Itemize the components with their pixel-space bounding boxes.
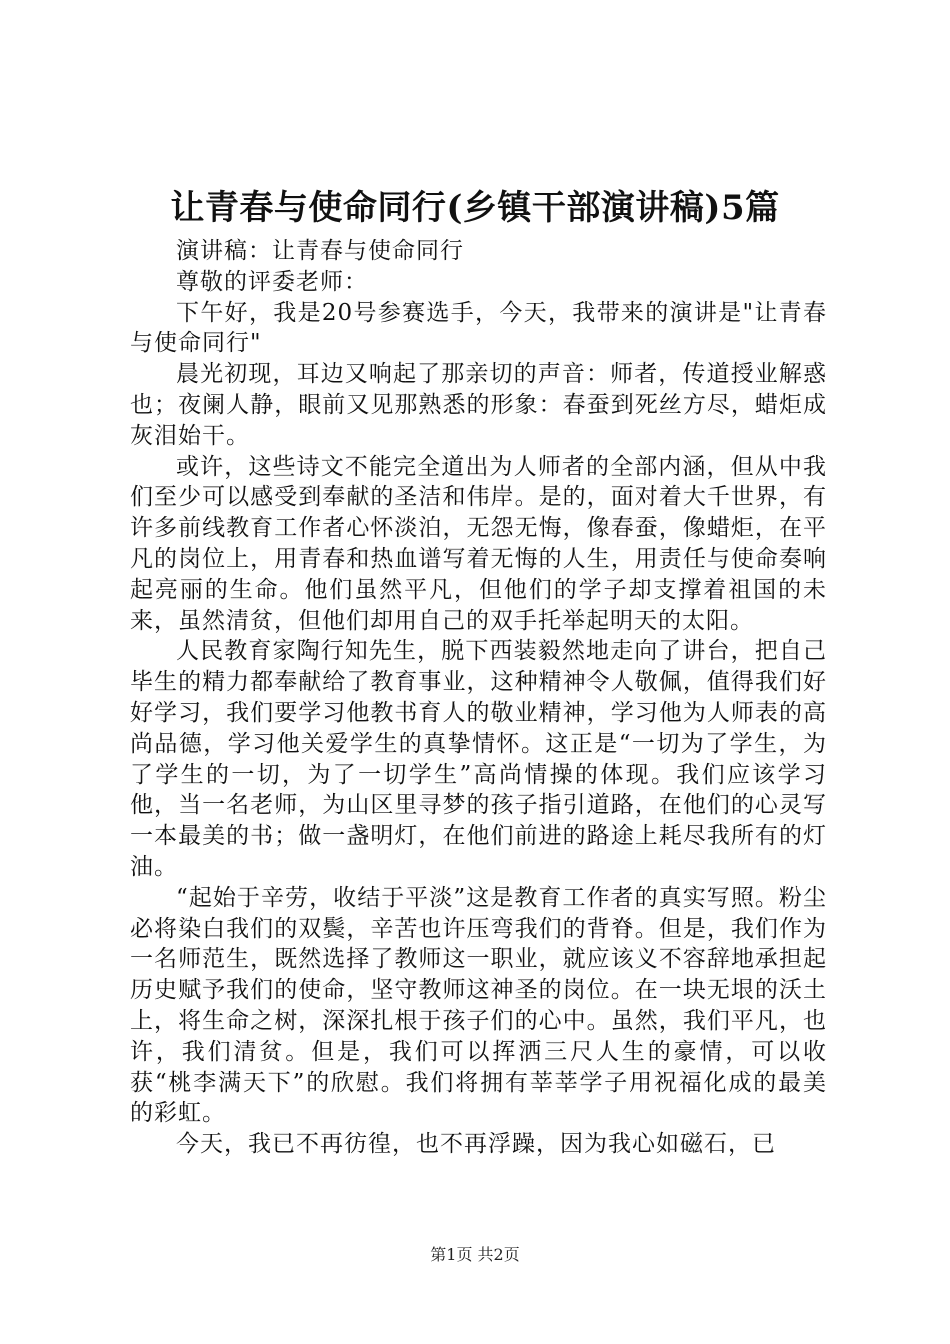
paragraph-greeting: 下午好，我是20号参赛选手，今天，我带来的演讲是"让青春与使命同行" — [130, 299, 827, 357]
document-title: 让青春与使命同行(乡镇干部演讲稿)5篇 — [170, 188, 780, 228]
paragraph-speech-label: 演讲稿：让青春与使命同行 — [176, 238, 464, 264]
page-footer: 第1页 共2页 — [430, 1245, 520, 1264]
paragraph-today: 今天，我已不再彷徨，也不再浮躁，因为我心如磁石，已 — [176, 1131, 776, 1158]
paragraph-mission: “起始于辛劳，收结于平淡”这是教育工作者的真实写照。粉尘必将染白我们的双鬓，辛苦也许压弯我们的背脊。但是，我们作为一名师范生，既然选择了教师这一职业，就应该义不容辞地承担起历史赋予我们的使命，坚守教师这神圣的岗位。在一块无垠的沃土上，将生命之树，深深扎根于孩子们的心中。虽然，我们平凡，也许，我们清贫。但是，我们可以挥洒三尺人生的豪情，可以收获“桃李满天下”的欣慰。我们将拥有莘莘学子用祝福化成的最美的彩虹。 — [130, 884, 827, 1127]
document-body — [130, 236, 827, 1160]
paragraph-salutation: 尊敬的评委老师： — [176, 268, 368, 295]
paragraph-morning-light: 晨光初现，耳边又响起了那亲切的声音：师者，传道授业解惑也；夜阑人静，眼前又见那熟悉的形象：春蚕到死丝方尽，蜡炬成灰泪始干。 — [130, 361, 827, 449]
paragraph-tao-xingzhi: 人民教育家陶行知先生，脱下西装毅然地走向了讲台，把自己毕生的精力都奉献给了教育事业，这种精神令人敬佩，值得我们好好学习，我们要学习他教书育人的敬业精神，学习他为人师表的高尚品德，学习他关爱学生的真挚情怀。这正是“一切为了学生，为了学生的一切，为了一切学生”高尚情操的体现。我们应该学习他，当一名老师，为山区里寻梦的孩子指引道路，在他们的心灵写一本最美的书；做一盏明灯，在他们前进的路途上耗尽我所有的灯油。 — [130, 638, 827, 880]
paragraph-dedication: 或许，这些诗文不能完全道出为人师者的全部内涵，但从中我们至少可以感受到奉献的圣洁和伟岸。是的，面对着大千世界，有许多前线教育工作者心怀淡泊，无怨无悔，像春蚕，像蜡炬，在平凡的岗位上，用青春和热血谱写着无悔的人生，用责任与使命奏响起亮丽的生命。他们虽然平凡，但他们的学子却支撑着祖国的未来，虽然清贫，但他们却用自己的双手托举起明天的太阳。 — [130, 453, 827, 634]
